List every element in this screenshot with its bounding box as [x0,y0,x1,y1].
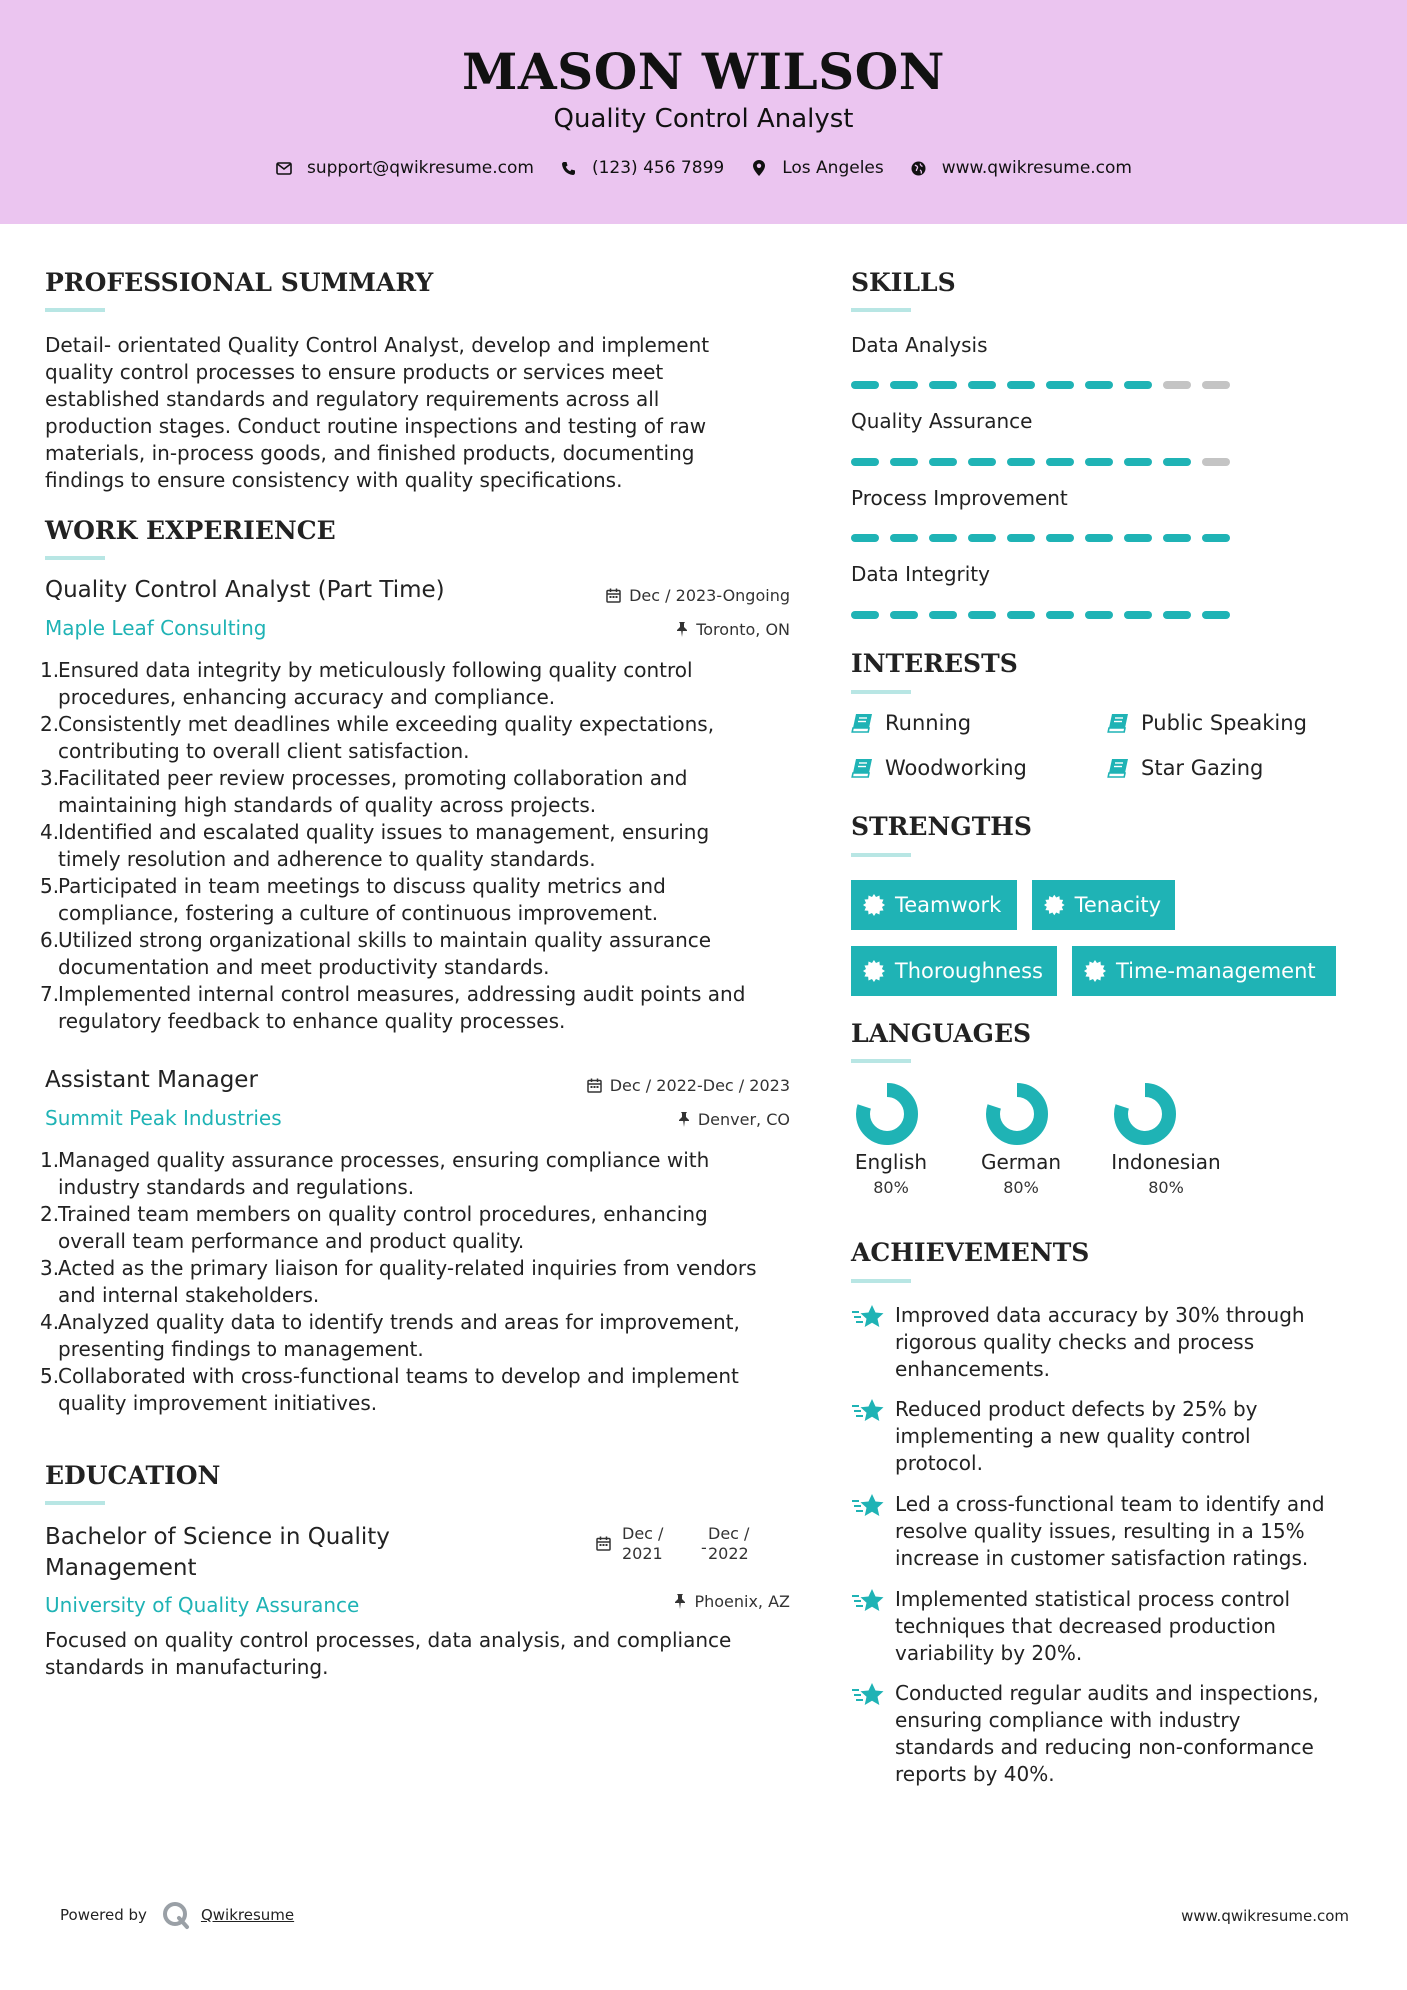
skill-level [851,458,1241,466]
list-item: 5. Collaborated with cross-functional teams to develop and implement quality improvement initiatives. [40,1364,739,1415]
skill-dash [968,381,996,389]
job-title: Quality Control Analyst (Part Time) [45,577,445,603]
list-item: 4. Identified and escalated quality issues to management, ensuring timely resolution and adherence to quality standards. [40,820,710,871]
calendar-icon [596,1536,611,1551]
skill-dash [1085,381,1113,389]
job-title: Assistant Manager [45,1067,258,1093]
skill-level [851,534,1241,542]
edu-date-sep: - [701,1538,707,1557]
skill-dash [929,534,957,542]
skill-dash [890,381,918,389]
job-dates-text: Dec / 2023-Ongoing [629,586,790,605]
thumbtack-icon [674,1594,686,1609]
gear-badge-icon [1084,960,1106,982]
candidate-name: MASON WILSON [462,42,945,101]
strength-badge: Tenacity [1032,880,1175,930]
skill-dash [1124,611,1152,619]
skill-dash [890,534,918,542]
contact-website[interactable] [910,158,1132,178]
strengths-heading: STRENGTHS [851,812,1032,841]
skill-dash [968,458,996,466]
qwikresume-logo-icon [161,1900,191,1930]
skill-dash [851,611,879,619]
interest-item: Woodworking [851,756,1027,780]
resume-header [0,0,1407,224]
summary-line: quality control processes to ensure products or services meet [45,360,664,384]
star-icon [851,1680,895,1788]
list-item: 7. Implemented internal control measures, addressing audit points and regulatory feedback to enhance quality processes. [40,982,746,1033]
skill-dash [1124,458,1152,466]
thumbtack-icon [676,622,688,637]
skill-dash [929,611,957,619]
language-item: German 80% [975,1082,1067,1197]
achievements-underline [851,1279,911,1283]
education-line: standards in manufacturing. [45,1655,329,1679]
language-item: Indonesian 80% [1104,1082,1228,1197]
contact-location [750,158,884,178]
thumbtack-icon [678,1112,690,1127]
website-text: www.qwikresume.com [941,158,1132,178]
contact-phone[interactable] [560,158,724,178]
skill-dash [1124,381,1152,389]
language-ring [855,1082,919,1146]
company-name: Maple Leaf Consulting [45,616,267,640]
skill-dash [890,611,918,619]
languages-underline [851,1059,911,1063]
phone-text: (123) 456 7899 [591,158,725,178]
star-icon [851,1491,895,1572]
skill-dash [1124,534,1152,542]
list-item: 5. Participated in team meetings to discuss quality metrics and compliance, fostering a culture of continuous improvement. [40,874,666,925]
skill-dash [1202,458,1230,466]
language-item: English 80% [851,1082,931,1197]
skill-dash [929,458,957,466]
summary-text [45,332,805,494]
skill-dash [968,534,996,542]
skill-dash [851,381,879,389]
skill-dash [1007,381,1035,389]
job-location-text: Toronto, ON [696,620,790,639]
skill-dash [1085,534,1113,542]
list-item: 6. Utilized strong organizational skills to maintain quality assurance documentation and meet productivity standards. [40,928,712,979]
job-location [676,620,790,639]
skill-level [851,611,1241,619]
envelope-icon [275,159,293,177]
job-duties [40,1147,810,1417]
list-item: 1. Ensured data integrity by meticulously following quality control procedures, enhancing accuracy and compliance. [40,658,693,709]
footer-website[interactable]: www.qwikresume.com [1181,1907,1349,1925]
edu-start-year: 2021 [622,1544,663,1563]
powered-by-text: Powered by [60,1906,147,1924]
skill-dash [1202,611,1230,619]
language-ring [1113,1082,1177,1146]
skill-dash [929,381,957,389]
skill-dash [1046,534,1074,542]
achievement-item: Conducted regular audits and inspections, ensuring compliance with industry standards and reducing non-conformance reports by 40%. [851,1680,1361,1788]
degree-line: Bachelor of Science in Quality [45,1524,390,1550]
list-item: 3. Facilitated peer review processes, promoting collaboration and maintaining high standards of quality across projects. [40,766,688,817]
star-icon [851,1396,895,1477]
skill-dash [1085,458,1113,466]
language-ring [985,1082,1049,1146]
job-dates [606,586,790,605]
education-location [674,1592,790,1611]
skill-dash [1007,458,1035,466]
map-pin-icon [750,159,768,177]
languages-heading: LANGUAGES [851,1019,1032,1048]
list-item: 1. Managed quality assurance processes, ensuring compliance with industry standards and regulations. [40,1148,710,1199]
skill-dash [1046,458,1074,466]
summary-line: Detail- orientated Quality Control Analyst, develop and implement [45,333,710,357]
skill-dash [1163,611,1191,619]
globe-icon [910,159,928,177]
skill-dash [1202,534,1230,542]
strength-badge: Thoroughness [851,946,1057,996]
skills-heading: SKILLS [851,268,956,297]
skill-dash [1007,534,1035,542]
calendar-icon [606,588,621,603]
qwikresume-link[interactable]: Qwikresume [200,1906,295,1924]
edu-end-year: 2022 [708,1544,749,1563]
skill-dash [851,534,879,542]
footer-powered-by [60,1900,294,1930]
achievement-item: Reduced product defects by 25% by implementing a new quality control protocol. [851,1396,1361,1477]
phone-icon [560,159,578,177]
skill-dash [1007,611,1035,619]
education-description [45,1627,815,1681]
interests-underline [851,690,911,694]
strength-badge: Time-management [1072,946,1336,996]
skill-dash [1046,611,1074,619]
summary-line: production stages. Conduct routine inspections and testing of raw [45,414,707,438]
skill-name: Process Improvement [851,486,1068,510]
list-item: 4. Analyzed quality data to identify trends and areas for improvement, presenting findings to management. [40,1310,740,1361]
list-item: 2. Trained team members on quality control procedures, enhancing overall team performance and product quality. [40,1202,708,1253]
interest-item: Public Speaking [1107,711,1307,735]
skill-level [851,381,1241,389]
job-duties [40,657,810,1035]
contact-email[interactable] [275,158,534,178]
interests-heading: INTERESTS [851,649,1018,678]
education-underline [45,1501,105,1505]
contact-bar [0,158,1407,178]
calendar-icon [587,1078,602,1093]
skill-dash [1046,381,1074,389]
skill-name: Data Analysis [851,333,988,357]
skill-dash [890,458,918,466]
summary-line: findings to ensure consistency with quality specifications. [45,468,623,492]
gear-badge-icon [1044,894,1065,916]
education-heading: EDUCATION [45,1461,221,1490]
list-item: 3. Acted as the primary liaison for quality-related inquiries from vendors and internal stakeholders. [40,1256,757,1307]
skill-dash [1085,611,1113,619]
skill-name: Quality Assurance [851,409,1033,433]
skill-dash [1163,534,1191,542]
education-location-text: Phoenix, AZ [694,1592,790,1611]
experience-underline [45,556,105,560]
skill-name: Data Integrity [851,562,990,586]
interest-item: Star Gazing [1107,756,1263,780]
star-icon [851,1302,895,1383]
skill-dash [968,611,996,619]
book-icon [851,713,873,733]
achievement-item: Led a cross-functional team to identify and resolve quality issues, resulting in a 15% increase in customer satisfaction ratings. [851,1491,1361,1572]
degree-line: Management [45,1555,197,1581]
skill-dash [1163,458,1191,466]
edu-start-month: Dec / [622,1524,664,1543]
skill-dash [851,458,879,466]
summary-underline [45,308,105,312]
location-text: Los Angeles [782,158,884,178]
job-dates-text: Dec / 2022-Dec / 2023 [609,1076,790,1095]
gear-badge-icon [863,894,885,916]
strengths-underline [851,853,911,857]
gear-badge-icon [863,960,885,982]
job-location [678,1110,790,1129]
skills-underline [851,308,911,312]
achievement-item: Implemented statistical process control techniques that decreased production variability by 20%. [851,1586,1361,1667]
job-location-text: Denver, CO [697,1110,790,1129]
summary-line: established standards and regulatory requirements across all [45,387,660,411]
star-icon [851,1586,895,1667]
degree-title [45,1522,390,1584]
company-name: Summit Peak Industries [45,1106,282,1130]
interest-item: Running [851,711,971,735]
education-dates [596,1524,756,1568]
email-text: support@qwikresume.com [307,158,534,178]
summary-line: materials, in-process goods, and finished products, documenting [45,441,695,465]
skill-dash [1163,381,1191,389]
book-icon [1107,713,1129,733]
list-item: 2. Consistently met deadlines while exceeding quality expectations, contributing to overall client satisfaction. [40,712,715,763]
achievements-heading: ACHIEVEMENTS [851,1238,1090,1267]
candidate-title: Quality Control Analyst [553,104,854,134]
book-icon [1107,758,1129,778]
skill-dash [1202,381,1230,389]
experience-heading: WORK EXPERIENCE [45,516,336,545]
achievement-item: Improved data accuracy by 30% through rigorous quality checks and process enhancements. [851,1302,1361,1383]
book-icon [851,758,873,778]
strength-badge: Teamwork [851,880,1017,930]
school-name: University of Quality Assurance [45,1593,360,1617]
edu-end-month: Dec / [708,1524,750,1543]
job-dates [587,1076,790,1095]
education-line: Focused on quality control processes, data analysis, and compliance [45,1628,732,1652]
summary-heading: PROFESSIONAL SUMMARY [45,268,434,297]
